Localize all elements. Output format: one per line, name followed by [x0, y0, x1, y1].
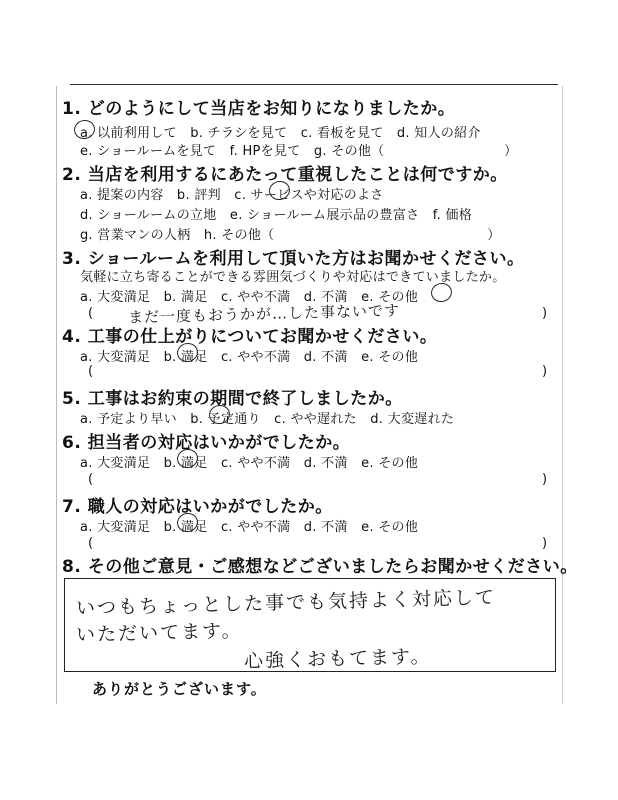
question-3-subtitle: 気軽に立ち寄ることができる雰囲気づくりや対応はできていましたか。 — [80, 270, 506, 285]
question-6-paren-open: ( — [88, 472, 94, 487]
question-2-title: 2. 当店を利用するにあたって重視したことは何ですか。 — [62, 165, 508, 185]
question-7-paren-open: ( — [88, 536, 94, 551]
question-4-options: a. 大変満足 b. 満足 c. やや不満 d. 不満 e. その他 — [80, 350, 419, 365]
question-7-options: a. 大変満足 b. 満足 c. やや不満 d. 不満 e. その他 — [80, 520, 419, 535]
question-5-title: 5. 工事はお約束の期間で終了しましたか。 — [62, 389, 403, 409]
question-6-title: 6. 担当者の対応はいかがでしたか。 — [62, 433, 351, 453]
question-7-paren-close: ) — [542, 536, 548, 551]
question-3-options: a. 大変満足 b. 満足 c. やや不満 d. 不満 e. その他 — [80, 290, 419, 305]
question-3-title: 3. ショールームを利用して頂いた方はお聞かせください。 — [62, 249, 525, 269]
question-3-paren-close: ) — [542, 306, 548, 321]
handwritten-comment-line3: 心強くおもてます。 — [243, 645, 432, 673]
question-4-paren-open: ( — [88, 364, 94, 379]
question-4-title: 4. 工事の仕上がりについてお聞かせください。 — [62, 327, 438, 347]
question-1-options-line2: e. ショールームを見て f. HPを見て g. その他（ ） — [80, 144, 518, 159]
closing-thanks: ありがとうございます。 — [92, 680, 267, 698]
question-1-options-line1: a. 以前利用して b. チラシを見て c. 看板を見て d. 知人の紹介 — [80, 126, 481, 141]
question-6-paren-close: ) — [542, 472, 548, 487]
handwritten-comment-line1: いつもちょっとした事でも気持よく対応して — [75, 586, 497, 620]
handwritten-q3-note: まだ一度もおうかが…した事ないです — [127, 301, 401, 327]
question-1-title: 1. どのようにして当店をお知りになりましたか。 — [62, 99, 456, 119]
handwritten-comment-line2: いただいてます。 — [75, 619, 243, 647]
right-margin-line — [562, 86, 563, 704]
question-6-options: a. 大変満足 b. 満足 c. やや不満 d. 不満 e. その他 — [80, 456, 419, 471]
question-5-options: a. 予定より早い b. 予定通り c. やや遅れた d. 大変遅れた — [80, 412, 455, 427]
question-2-options-line2: d. ショールームの立地 e. ショールーム展示品の豊富さ f. 価格 — [80, 208, 473, 223]
question-2-options-line1: a. 提案の内容 b. 評判 c. サービスや対応のよさ — [80, 188, 384, 203]
left-margin-line — [56, 86, 57, 704]
question-8-title: 8. その他ご意見・ご感想などございましたらお聞かせください。 — [62, 557, 578, 577]
question-3-paren-open: ( — [88, 306, 94, 321]
question-7-title: 7. 職人の対応はいかがでしたか。 — [62, 497, 333, 517]
question-4-paren-close: ) — [542, 364, 548, 379]
question-2-options-line3: g. 営業マンの人柄 h. その他（ ） — [80, 228, 501, 243]
top-rule — [70, 84, 558, 85]
